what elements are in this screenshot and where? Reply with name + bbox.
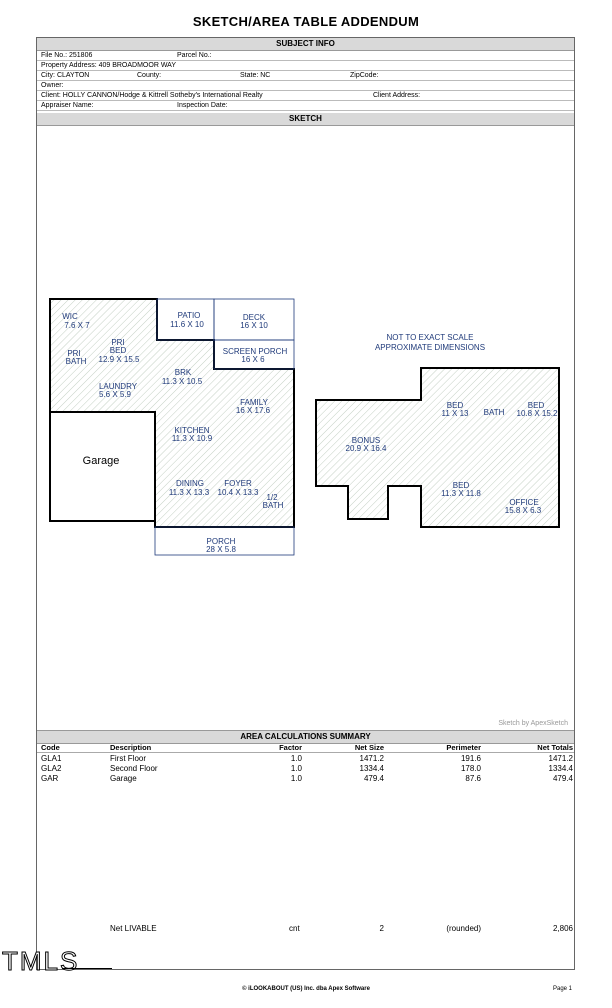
- footer-page-number: Page 1: [553, 986, 573, 992]
- room-wic: WIC 7.6 X 7: [62, 312, 90, 330]
- document-title: SKETCH/AREA TABLE ADDENDUM: [192, 14, 420, 29]
- sketch-credit: Sketch by ApexSketch: [498, 720, 568, 727]
- table-row-gla1-factor: 1.0: [290, 754, 302, 763]
- room-garage: Garage: [82, 455, 120, 467]
- tmls-watermark-logo: TMLS: [2, 946, 80, 976]
- room-screen-porch: SCREEN PORCH 16 X 6: [222, 347, 288, 364]
- parcel-no: Parcel No.:: [177, 52, 212, 59]
- table-row-gla2-factor: 1.0: [290, 764, 302, 773]
- room-deck: DECK 16 X 10: [240, 313, 268, 330]
- table-row-gla1-total: 1471.2: [548, 754, 573, 763]
- table-row-gla1-code: GLA1: [41, 754, 62, 763]
- watermark-underline: [62, 968, 112, 969]
- table-row-gla2-size: 1334.4: [359, 764, 384, 773]
- room-bed-3: BED 11.3 X 11.8: [441, 481, 481, 498]
- owner: Owner:: [41, 82, 64, 89]
- net-livable-total: 2,806: [552, 924, 573, 933]
- col-net-totals: Net Totals: [537, 743, 573, 752]
- table-row-gar-factor: 1.0: [290, 774, 302, 783]
- col-code: Code: [41, 743, 60, 752]
- room-bonus: BONUS 20.9 X 16.4: [345, 436, 387, 453]
- subject-info-header: SUBJECT INFO: [37, 38, 574, 51]
- room-pri-bath: PRI BATH: [65, 349, 87, 366]
- county: County:: [137, 72, 162, 79]
- city: City: CLAYTON: [41, 72, 90, 79]
- scale-note: NOT TO EXACT SCALE APPROXIMATE DIMENSIONS: [374, 333, 486, 352]
- client-address: Client Address:: [373, 92, 421, 99]
- col-factor: Factor: [279, 743, 302, 752]
- room-half-bath: 1/2 BATH: [262, 493, 284, 510]
- col-net-size: Net Size: [354, 743, 384, 752]
- room-laundry: LAUNDRY 5.6 X 5.9: [98, 382, 138, 399]
- room-kitchen: KITCHEN 11.3 X 10.9: [171, 426, 213, 443]
- table-row-gar-code: GAR: [41, 774, 59, 783]
- footer-copyright: © iLOOKABOUT (US) Inc. dba Apex Software: [242, 986, 370, 992]
- table-row-gar-total: 479.4: [552, 774, 573, 783]
- zipcode: ZipCode:: [350, 72, 379, 79]
- table-row-gar-size: 479.4: [363, 774, 384, 783]
- room-bed-1: BED 11 X 13: [441, 401, 469, 418]
- room-patio: PATIO 11.6 X 10: [170, 311, 204, 329]
- sketch-header: SKETCH: [37, 113, 574, 126]
- room-family: FAMILY 16 X 17.6: [235, 398, 271, 415]
- net-livable-cnt-label: cnt: [289, 924, 300, 933]
- net-livable-count: 2: [379, 924, 384, 933]
- table-row-gar-desc: Garage: [110, 774, 137, 783]
- col-description: Description: [110, 743, 152, 752]
- room-porch: PORCH 28 X 5.8: [206, 537, 236, 554]
- header-underline: [37, 752, 574, 753]
- file-no: File No.: 251806: [41, 52, 93, 59]
- room-pri-bed: PRI BED 12.9 X 15.5: [98, 338, 140, 364]
- net-livable-rounded: (rounded): [446, 924, 481, 933]
- col-perimeter: Perimeter: [446, 743, 481, 752]
- room-office: OFFICE 15.8 X 6.3: [504, 498, 542, 515]
- state: State: NC: [240, 72, 271, 79]
- table-row-gla2-code: GLA2: [41, 764, 62, 773]
- table-row-gla1-perimeter: 191.6: [460, 754, 481, 763]
- area-calc-header: AREA CALCULATIONS SUMMARY: [37, 731, 574, 744]
- table-row-gar-perimeter: 87.6: [465, 774, 481, 783]
- room-foyer: FOYER 10.4 X 13.3: [217, 479, 259, 497]
- room-dining: DINING 11.3 X 13.3: [168, 479, 210, 497]
- table-row-gla1-desc: First Floor: [110, 754, 146, 763]
- property-address: Property Address: 409 BROADMOOR WAY: [41, 62, 176, 69]
- net-livable-label: Net LIVABLE: [110, 924, 157, 933]
- room-bed-2: BED 10.8 X 15.2: [516, 401, 558, 418]
- table-row-gla1-size: 1471.2: [359, 754, 384, 763]
- table-row-gla2-total: 1334.4: [548, 764, 573, 773]
- table-row-gla2-perimeter: 178.0: [460, 764, 481, 773]
- table-row-gla2-desc: Second Floor: [110, 764, 158, 773]
- room-brk: BRK 11.3 X 10.5: [161, 368, 203, 386]
- room-bath: BATH: [483, 408, 505, 417]
- client: Client: HOLLY CANNON/Hodge & Kittrell Sotheby's International Realty: [41, 92, 263, 99]
- appraiser-name: Appraiser Name:: [41, 102, 94, 109]
- inspection-date: Inspection Date:: [177, 102, 228, 109]
